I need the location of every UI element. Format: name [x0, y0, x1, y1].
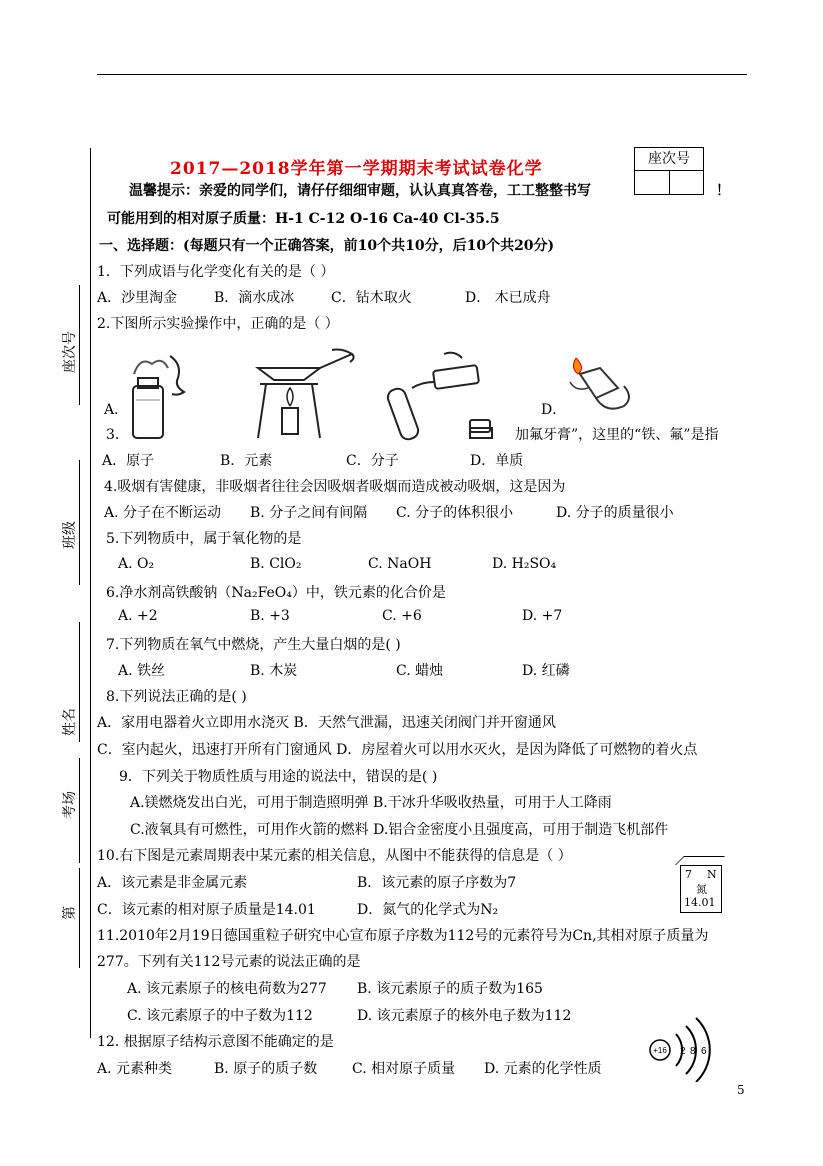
- q5-option-b: B. ClO₂: [250, 556, 302, 572]
- margin-di-label: 第: [62, 906, 78, 920]
- q11-option-d: D. 该元素原子的核外电子数为112: [357, 1008, 572, 1024]
- seat-number-box: [634, 147, 704, 195]
- q3-option-b: B．元素: [220, 453, 273, 469]
- periodic-table-cell: [680, 865, 722, 913]
- cell-atomic-mass: 14.01: [684, 896, 716, 909]
- q5-option-a: A. O₂: [118, 556, 155, 572]
- cell-element-name: 氮: [696, 883, 707, 896]
- cell-symbol: N: [707, 868, 717, 881]
- q10-option-c: C．该元素的相对原子质量是14.01: [97, 902, 316, 918]
- q3-option-d: D．单质: [470, 453, 524, 469]
- q6-stem: 6.净水剂高铁酸钠（Na₂FeO₄）中，铁元素的化合价是: [106, 585, 446, 601]
- alcohol-lamp-figure: [560, 348, 638, 426]
- atomic-masses: 可能用到的相对原子质量：H-1 C-12 O-16 Ca-40 Cl-35.5: [107, 211, 500, 227]
- q11-option-a: A. 该元素原子的核电荷数为277: [127, 981, 327, 997]
- q12-option-c: C. 相对原子质量: [352, 1061, 456, 1077]
- q12-option-d: D. 元素的化学性质: [484, 1061, 602, 1077]
- q9-stem: 9．下列关于物质性质与用途的说法中，错误的是( ): [119, 769, 438, 785]
- margin-seat-number-label: 座次号: [62, 331, 78, 373]
- q11-option-b: B. 该元素原子的质子数为165: [357, 981, 543, 997]
- q8-options-cd: C．室内起火，迅速打开所有门窗通风 D．房屋着火可以用水灭火，是因为降低了可燃物的着火点: [97, 742, 698, 758]
- smell-gas-figure: [126, 350, 196, 442]
- q2-option-d: D．: [541, 402, 567, 418]
- q11-stem-line2: 277。下列有关112号元素的说法正确的是: [97, 954, 361, 970]
- margin-class-label: 班级: [62, 521, 78, 549]
- section-heading: 一、选择题：(每题只有一个正确答案，前10个共10分，后10个共20分): [99, 238, 555, 254]
- electron-shell-3: 6: [701, 1046, 707, 1057]
- q12-option-b: B. 原子的质子数: [214, 1061, 318, 1077]
- q5-option-c: C. NaOH: [368, 556, 432, 572]
- margin-exam-room-label: 考场: [62, 791, 78, 819]
- q8-options-ab: A．家用电器着火立即用水浇灭 B．天然气泄漏，迅速关闭阀门并开窗通风: [97, 715, 556, 731]
- q2-option-a: A．: [104, 402, 129, 418]
- q10-stem: 10.右下图是元素周期表中某元素的相关信息，从图中不能获得的信息是（ ）: [97, 848, 572, 864]
- q6-option-c: C. +6: [382, 608, 422, 624]
- q10-option-a: A．该元素是非金属元素: [97, 875, 248, 891]
- seat-rule: [79, 285, 80, 405]
- cell-atomic-number: 7: [685, 868, 692, 881]
- q7-option-d: D. 红磷: [522, 663, 570, 679]
- exam-room-rule: [79, 758, 80, 863]
- q10-option-d: D．氮气的化学式为N₂: [357, 902, 499, 918]
- di-rule: [79, 868, 80, 968]
- name-rule: [79, 622, 80, 742]
- q11-option-c: C. 该元素原子的中子数为112: [127, 1008, 313, 1024]
- q9-options-cd: C.液氧具有可燃性，可用作火箭的燃料 D.铝合金密度小且强度高，可用于制造飞机部件: [130, 822, 669, 838]
- q3-option-a: A．原子: [102, 453, 155, 469]
- atom-nucleus-charge: +16: [653, 1046, 667, 1055]
- electron-shell-2: 8: [690, 1046, 696, 1057]
- q7-option-b: B. 木炭: [250, 663, 298, 679]
- q5-stem: 5.下列物质中，属于氧化物的是: [106, 531, 302, 547]
- q5-option-d: D. H₂SO₄: [492, 556, 557, 572]
- binding-margin-line: [90, 148, 91, 1038]
- page-number: 5: [737, 1083, 745, 1097]
- q6-option-b: B. +3: [250, 608, 290, 624]
- q10-option-b: B．该元素的原子序数为7: [357, 875, 517, 891]
- q4-option-b: B. 分子之间有间隔: [250, 505, 368, 521]
- q6-option-a: A. +2: [118, 608, 158, 624]
- top-rule: [97, 74, 747, 75]
- q12-option-a: A. 元素种类: [97, 1061, 173, 1077]
- atom-structure-diagram: [648, 1016, 724, 1082]
- q3-stem-end: 加氟牙膏”，这里的“铁、氟”是指: [515, 427, 719, 443]
- electron-shell-1: 2: [680, 1046, 686, 1057]
- q7-option-c: C. 蜡烛: [396, 663, 444, 679]
- evaporation-figure: [240, 348, 358, 442]
- warm-tips: 温馨提示：亲爱的同学们，请仔仔细细审题，认认真真答卷，工工整整书写: [129, 183, 591, 199]
- exam-title: 2017—2018学年第一学期期末考试试卷化学: [170, 159, 543, 179]
- q7-option-a: A. 铁丝: [118, 663, 166, 679]
- q7-stem: 7.下列物质在氧气中燃烧，产生大量白烟的是( ): [106, 637, 401, 653]
- seat-cell[interactable]: [635, 171, 670, 194]
- q8-stem: 8.下列说法正确的是( ): [106, 689, 247, 705]
- q4-option-a: A. 分子在不断运动: [104, 505, 222, 521]
- warm-tips-end: ！: [716, 183, 730, 199]
- q11-stem-line1: 11.2010年2月19日德国重粒子研究中心宣布原子序数为112号的元素符号为Cn,其相对原子质量为: [97, 928, 709, 944]
- class-rule: [79, 460, 80, 585]
- q4-option-d: D. 分子的质量很小: [556, 505, 674, 521]
- crucible-figure: [466, 418, 494, 436]
- q6-option-d: D. +7: [522, 608, 563, 624]
- q1-option-b: B．滴水成冰: [214, 290, 295, 306]
- q3-stem-start: 3．: [106, 427, 129, 443]
- q4-stem: 4.吸烟有害健康，非吸烟者往往会因吸烟者吸烟而造成被动吸烟，这是因为: [104, 479, 566, 495]
- seat-box-label: 座次号: [635, 148, 703, 171]
- q1-option-c: C．钻木取火: [331, 290, 412, 306]
- q12-stem: 12. 根据原子结构示意图不能确定的是: [97, 1034, 334, 1050]
- q2-stem: 2.下图所示实验操作中，正确的是（ ）: [97, 316, 339, 332]
- q1-stem: 1．下列成语与化学变化有关的是（ ）: [97, 264, 335, 280]
- margin-name-label: 姓名: [62, 708, 78, 736]
- q4-option-c: C. 分子的体积很小: [396, 505, 514, 521]
- q9-options-ab: A.镁燃烧发出白光，可用于制造照明弹 B.干冰升华吸收热量，可用于人工降雨: [130, 795, 612, 811]
- q1-option-a: A．沙里淘金: [97, 290, 178, 306]
- q1-option-d: D． 木已成舟: [465, 290, 551, 306]
- seat-cell[interactable]: [670, 171, 704, 194]
- q3-option-c: C．分子: [346, 453, 399, 469]
